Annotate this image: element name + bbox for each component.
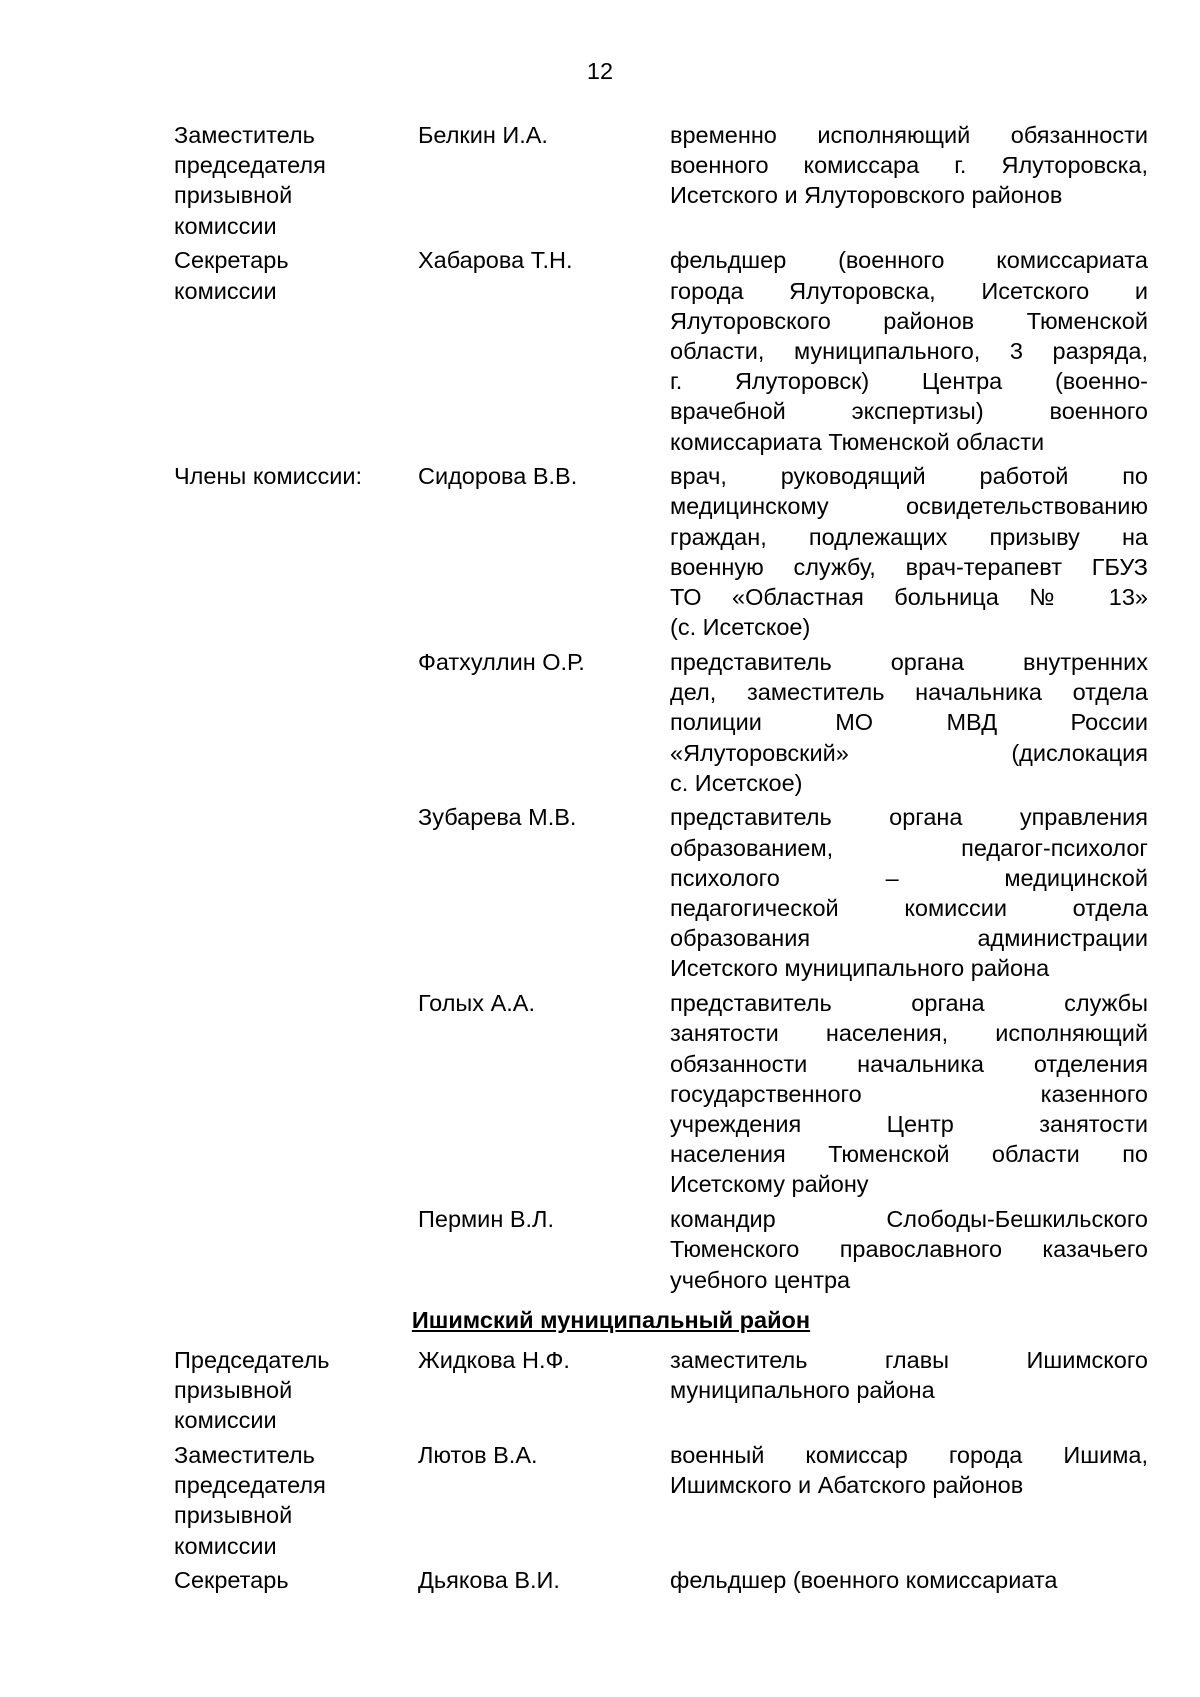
member-name: Зубарева М.В. bbox=[418, 804, 577, 831]
member-name: Лютов В.А. bbox=[418, 1442, 538, 1468]
description-line: дел, заместитель начальника отдела bbox=[670, 679, 1148, 706]
description-line: муниципального района bbox=[670, 1377, 935, 1404]
member-name: Голых А.А. bbox=[418, 990, 535, 1017]
description-line: временно исполняющий обязанности bbox=[670, 122, 1148, 148]
description-line: учебного центра bbox=[670, 1266, 851, 1293]
description-line: представитель органа внутренних bbox=[670, 648, 1148, 675]
member-description bbox=[670, 1204, 1148, 1295]
role-line: Заместитель bbox=[174, 1442, 315, 1468]
member-description bbox=[670, 1440, 1148, 1500]
description-line: командир Слободы-Бешкильского bbox=[670, 1206, 1148, 1233]
description-line: области, муниципального, 3 разряда, bbox=[670, 337, 1148, 364]
role-line: призывной bbox=[174, 1377, 293, 1404]
description-line: государственного казенного bbox=[670, 1080, 1148, 1107]
member-name: Пермин В.Л. bbox=[418, 1206, 554, 1233]
role-line: председателя bbox=[174, 1472, 326, 1499]
role-line: комиссии bbox=[174, 1407, 277, 1434]
role-line: призывной bbox=[174, 1502, 293, 1529]
description-line: Исетского муниципального района bbox=[670, 955, 1050, 982]
member-description bbox=[670, 245, 1148, 456]
description-line: занятости населения, исполняющий bbox=[670, 1020, 1148, 1047]
member-role bbox=[174, 245, 409, 305]
member-row bbox=[174, 461, 1148, 642]
role-line: комиссии bbox=[174, 212, 277, 239]
description-line: военный комиссар города Ишима, bbox=[670, 1442, 1148, 1468]
description-line: образования администрации bbox=[670, 925, 1148, 952]
role-line: комиссии bbox=[174, 277, 277, 304]
description-line: ТО «Областная больница № 13» bbox=[670, 584, 1148, 611]
member-name: Жидкова Н.Ф. bbox=[418, 1346, 570, 1373]
member-name: Хабарова Т.Н. bbox=[418, 247, 573, 274]
description-line: военную службу, врач-терапевт ГБУЗ bbox=[670, 553, 1148, 580]
member-name: Дьякова В.И. bbox=[418, 1567, 560, 1594]
role-line: председателя bbox=[174, 152, 326, 179]
description-line: врач, руководящий работой по bbox=[670, 463, 1148, 490]
description-line: фельдшер (военного комиссариата bbox=[670, 247, 1148, 274]
description-line: с. Исетское) bbox=[670, 769, 803, 796]
member-description bbox=[670, 461, 1148, 642]
member-role bbox=[174, 1440, 409, 1561]
description-line: полиции МО МВД России bbox=[670, 709, 1148, 736]
description-line: Ялуторовского районов Тюменской bbox=[670, 307, 1148, 334]
member-row bbox=[174, 988, 1148, 1199]
member-row bbox=[174, 1440, 1148, 1561]
page-number: 12 bbox=[586, 58, 614, 84]
description-line: Исетского и Ялуторовского районов bbox=[670, 182, 1063, 209]
member-description bbox=[670, 120, 1148, 211]
member-row bbox=[174, 1204, 1148, 1295]
role-line: комиссии bbox=[174, 1532, 277, 1559]
member-description bbox=[670, 647, 1148, 798]
description-line: населения Тюменской области по bbox=[670, 1141, 1148, 1168]
member-description bbox=[670, 988, 1148, 1199]
description-line: представитель органа управления bbox=[670, 804, 1148, 831]
description-line: Исетскому району bbox=[670, 1171, 869, 1198]
commission-roster bbox=[174, 120, 1148, 1596]
member-role bbox=[174, 461, 409, 491]
description-line: врачебной экспертизы) военного bbox=[670, 398, 1148, 425]
description-line: Тюменского православного казачьего bbox=[670, 1236, 1148, 1263]
role-line: Секретарь bbox=[174, 1567, 289, 1594]
member-row bbox=[174, 1565, 1148, 1595]
role-line: призывной bbox=[174, 182, 293, 209]
member-description bbox=[670, 802, 1148, 983]
description-line: обязанности начальника отделения bbox=[670, 1050, 1148, 1077]
member-row bbox=[174, 1345, 1148, 1436]
ishimsky-commission-members bbox=[174, 1345, 1148, 1596]
member-row bbox=[174, 120, 1148, 241]
member-description bbox=[670, 1345, 1148, 1405]
description-line: г. Ялуторовск) Центра (военно- bbox=[670, 368, 1148, 395]
member-name: Фатхуллин О.Р. bbox=[418, 648, 585, 675]
role-line: Секретарь bbox=[174, 247, 289, 274]
description-line: «Ялуторовский» (дислокация bbox=[670, 739, 1148, 766]
description-line: образованием, педагог-психолог bbox=[670, 834, 1148, 861]
section-heading: Ишимский муниципальный район bbox=[411, 1306, 811, 1333]
description-line: (с. Исетское) bbox=[670, 614, 811, 641]
description-line: медицинскому освидетельствованию bbox=[670, 493, 1148, 520]
description-line: города Ялуторовска, Исетского и bbox=[670, 277, 1148, 304]
role-line: Председатель bbox=[174, 1346, 330, 1373]
member-row bbox=[174, 647, 1148, 798]
description-line: учреждения Центр занятости bbox=[670, 1110, 1148, 1137]
description-line: военного комиссара г. Ялуторовска, bbox=[670, 152, 1148, 179]
member-name: Сидорова В.В. bbox=[418, 463, 578, 490]
description-line: представитель органа службы bbox=[670, 990, 1148, 1017]
description-line: заместитель главы Ишимского bbox=[670, 1346, 1148, 1373]
description-line: психолого – медицинской bbox=[670, 864, 1148, 891]
description-line: комиссариата Тюменской области bbox=[670, 428, 1045, 455]
description-line: фельдшер (военного комиссариата bbox=[670, 1567, 1058, 1594]
role-line: Заместитель bbox=[174, 122, 315, 148]
description-line: педагогической комиссии отдела bbox=[670, 895, 1148, 922]
member-role bbox=[174, 120, 409, 241]
member-name: Белкин И.А. bbox=[418, 122, 548, 148]
member-row bbox=[174, 802, 1148, 983]
member-description bbox=[670, 1565, 1148, 1595]
description-line: граждан, подлежащих призыву на bbox=[670, 523, 1148, 550]
member-row bbox=[174, 245, 1148, 456]
isetsky-commission-members bbox=[174, 120, 1148, 1295]
description-line: Ишимского и Абатского районов bbox=[670, 1472, 1024, 1499]
member-role bbox=[174, 1565, 409, 1595]
role-line: Члены комиссии: bbox=[174, 463, 363, 490]
member-role bbox=[174, 1345, 409, 1436]
